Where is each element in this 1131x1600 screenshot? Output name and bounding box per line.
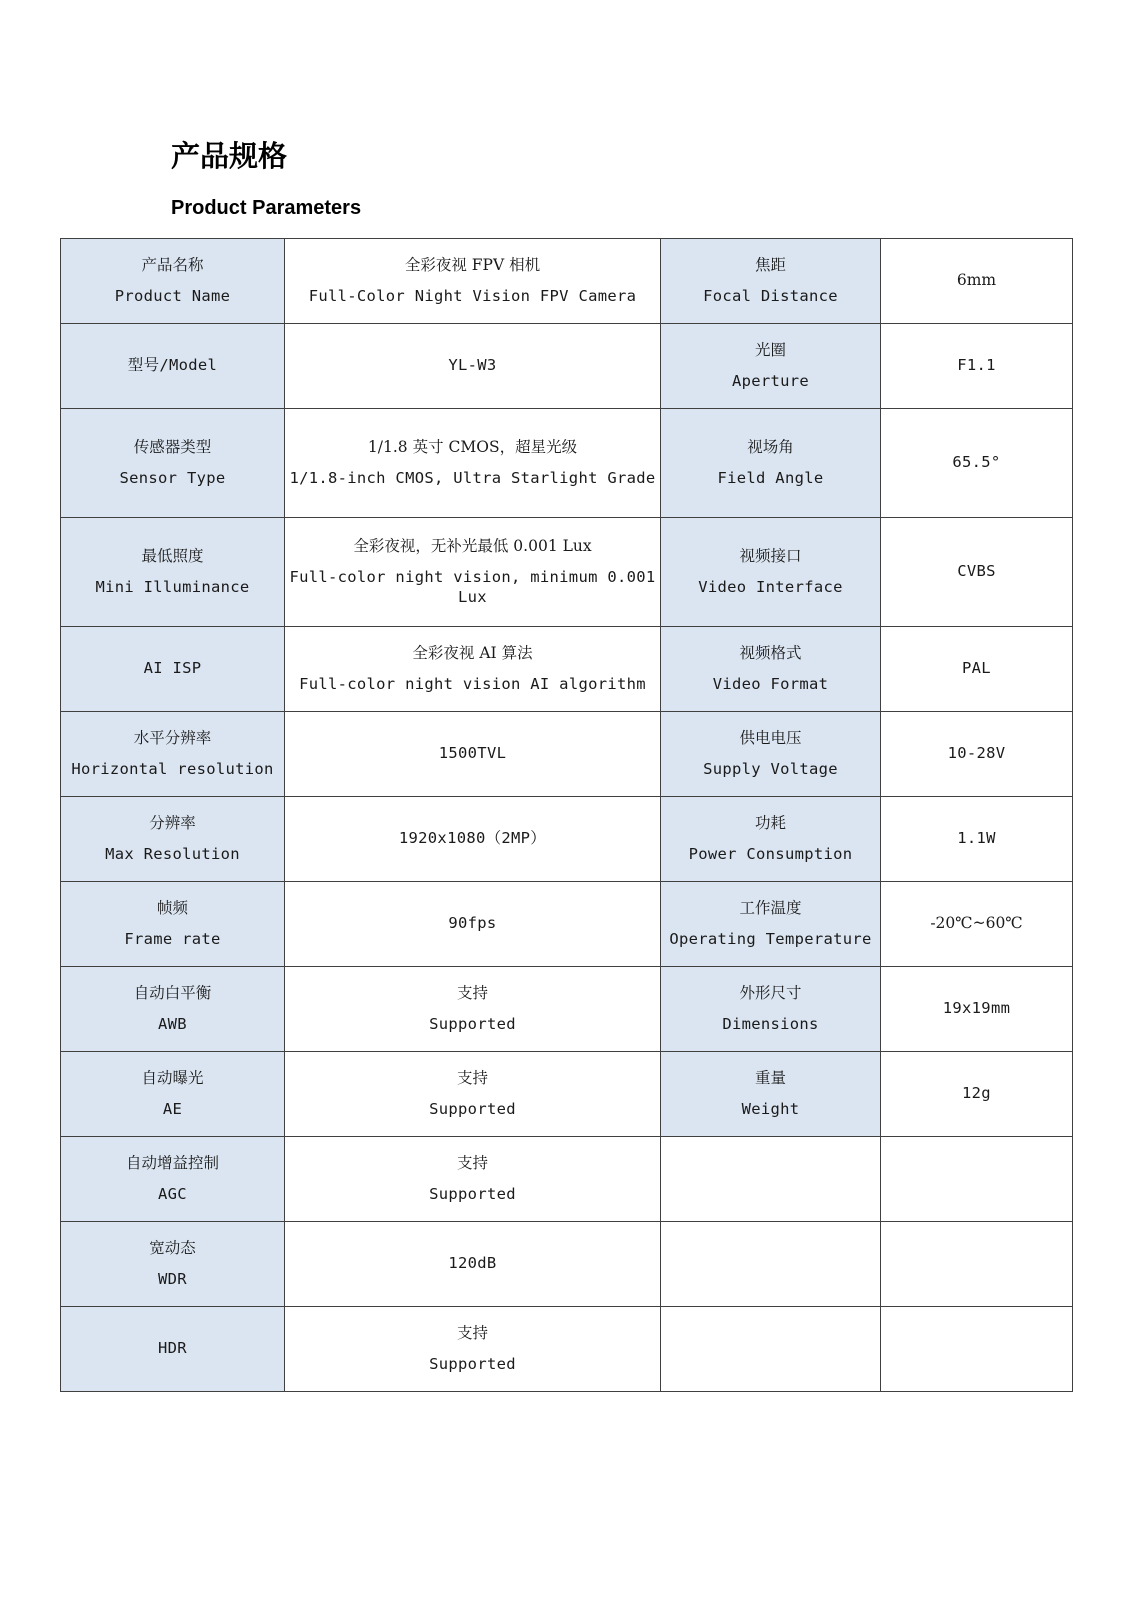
label-cn: 供电电压 (739, 728, 802, 747)
param-label (61, 797, 285, 882)
param-value (285, 239, 661, 324)
label-en: Horizontal resolution (71, 760, 274, 778)
empty-cell (661, 1137, 881, 1222)
value: CVBS (957, 562, 996, 581)
table-row (61, 1052, 1073, 1137)
param-value (285, 1052, 661, 1137)
label: AI ISP (143, 659, 202, 678)
label-en: WDR (158, 1270, 187, 1288)
label-cn: 宽动态 (149, 1238, 196, 1257)
label-en: Focal Distance (703, 287, 838, 305)
param-value (285, 1307, 661, 1392)
table-row (61, 797, 1073, 882)
param-label (61, 1052, 285, 1137)
value: 6mm (956, 271, 997, 290)
param-value (285, 882, 661, 967)
label-cn: 功耗 (754, 813, 786, 832)
value: 1920x1080（2MP） (398, 829, 547, 848)
label-en: Video Format (712, 675, 829, 693)
value: 90fps (448, 914, 497, 933)
table-row (61, 967, 1073, 1052)
param-label (661, 518, 881, 627)
empty-cell (661, 1307, 881, 1392)
label-en: Mini Illuminance (95, 578, 250, 596)
value: YL-W3 (448, 356, 497, 375)
param-value (285, 627, 661, 712)
label-en: Sensor Type (119, 469, 226, 487)
label-en: Aperture (731, 372, 810, 390)
param-value (285, 1222, 661, 1307)
param-label (61, 967, 285, 1052)
param-label (61, 882, 285, 967)
param-value (285, 1137, 661, 1222)
value-en: Supported (429, 1185, 516, 1203)
value: -20℃~60℃ (930, 914, 1023, 933)
param-value (881, 627, 1073, 712)
param-label (661, 967, 881, 1052)
value-en: Full-color night vision, minimum 0.001 Lux (289, 568, 656, 606)
param-value (881, 797, 1073, 882)
value-en: 1/1.8-inch CMOS, Ultra Starlight Grade (289, 469, 656, 487)
label: HDR (158, 1339, 187, 1358)
value: 65.5° (952, 453, 1001, 472)
value: 120dB (448, 1254, 497, 1273)
param-label (661, 882, 881, 967)
value-cn: 支持 (456, 1153, 488, 1172)
param-value (881, 324, 1073, 409)
value-cn: 支持 (456, 1323, 488, 1342)
label-en: AGC (158, 1185, 187, 1203)
param-value (881, 882, 1073, 967)
empty-cell (661, 1222, 881, 1307)
label-en: Supply Voltage (703, 760, 838, 778)
value-cn: 全彩夜视 AI 算法 (412, 643, 533, 662)
table-row (61, 1222, 1073, 1307)
label-en: Operating Temperature (669, 930, 872, 948)
empty-cell (881, 1137, 1073, 1222)
value-en: Full-color night vision AI algorithm (299, 675, 646, 693)
label-en: Frame rate (124, 930, 221, 948)
value: 10-28V (947, 744, 1006, 763)
param-value (881, 518, 1073, 627)
label-en: AE (162, 1100, 183, 1118)
value-cn: 支持 (456, 983, 488, 1002)
param-value (285, 967, 661, 1052)
value: F1.1 (957, 356, 996, 375)
page-title-english: Product Parameters (171, 197, 362, 219)
table-row (61, 409, 1073, 518)
value-cn: 支持 (456, 1068, 488, 1087)
param-label (61, 518, 285, 627)
label-cn: 外形尺寸 (739, 983, 802, 1002)
value-cn: 全彩夜视，无补光最低 0.001 Lux (353, 536, 592, 555)
param-value (285, 518, 661, 627)
param-value (285, 409, 661, 518)
param-value (881, 409, 1073, 518)
param-value (285, 712, 661, 797)
param-label (661, 712, 881, 797)
value: 12g (962, 1084, 991, 1103)
label-en: Video Interface (698, 578, 843, 596)
table-row (61, 518, 1073, 627)
label-en: Field Angle (717, 469, 824, 487)
label-cn: 工作温度 (739, 898, 802, 917)
table-row (61, 712, 1073, 797)
label-en: Max Resolution (105, 845, 240, 863)
table-row (61, 324, 1073, 409)
param-label (61, 239, 285, 324)
param-label (61, 712, 285, 797)
label-cn: 分辨率 (149, 813, 196, 832)
value-en: Supported (429, 1100, 516, 1118)
value-en: Supported (429, 1015, 516, 1033)
param-label (61, 627, 285, 712)
label-en: Dimensions (722, 1015, 819, 1033)
empty-cell (881, 1307, 1073, 1392)
param-label (61, 324, 285, 409)
table-row (61, 239, 1073, 324)
label-cn: 水平分辨率 (133, 728, 212, 747)
label-cn: 自动白平衡 (133, 983, 212, 1002)
page-title-chinese: 产品规格 (171, 139, 288, 173)
table-row (61, 627, 1073, 712)
product-parameters-table (60, 238, 1073, 1392)
label-cn: 视频接口 (739, 546, 802, 565)
label-en: Product Name (114, 287, 231, 305)
param-value (285, 797, 661, 882)
value: 1500TVL (438, 744, 507, 763)
value-en: Supported (429, 1355, 516, 1373)
label-en: Weight (741, 1100, 800, 1118)
label-cn: 传感器类型 (133, 437, 212, 456)
param-label (661, 239, 881, 324)
param-label (661, 627, 881, 712)
label-cn: 帧频 (156, 898, 188, 917)
value-cn: 全彩夜视 FPV 相机 (404, 255, 541, 274)
param-value (881, 1052, 1073, 1137)
param-label (661, 1052, 881, 1137)
param-label (661, 409, 881, 518)
label-cn: 自动增益控制 (125, 1153, 219, 1172)
label-cn: 最低照度 (141, 546, 204, 565)
value: 1.1W (957, 829, 996, 848)
param-value (881, 239, 1073, 324)
value-cn: 1/1.8 英寸 CMOS，超星光级 (367, 437, 578, 456)
table-row (61, 882, 1073, 967)
param-value (881, 712, 1073, 797)
param-label (61, 409, 285, 518)
param-label (61, 1222, 285, 1307)
param-value (285, 324, 661, 409)
label-cn: 视频格式 (739, 643, 802, 662)
param-value (881, 967, 1073, 1052)
value: PAL (962, 659, 991, 678)
label-cn: 自动曝光 (141, 1068, 204, 1087)
param-label (61, 1137, 285, 1222)
value-en: Full-Color Night Vision FPV Camera (308, 287, 637, 305)
param-label (661, 324, 881, 409)
table-row (61, 1137, 1073, 1222)
table-row (61, 1307, 1073, 1392)
label-cn: 产品名称 (141, 255, 204, 274)
label-en: Power Consumption (688, 845, 853, 863)
label-cn: 光圈 (754, 340, 786, 359)
param-label (61, 1307, 285, 1392)
label-en: AWB (158, 1015, 187, 1033)
param-label (661, 797, 881, 882)
label-cn: 重量 (754, 1068, 786, 1087)
label-cn: 焦距 (754, 255, 786, 274)
empty-cell (881, 1222, 1073, 1307)
value: 19x19mm (942, 999, 1011, 1018)
label: 型号/Model (127, 356, 218, 375)
label-cn: 视场角 (747, 437, 794, 456)
